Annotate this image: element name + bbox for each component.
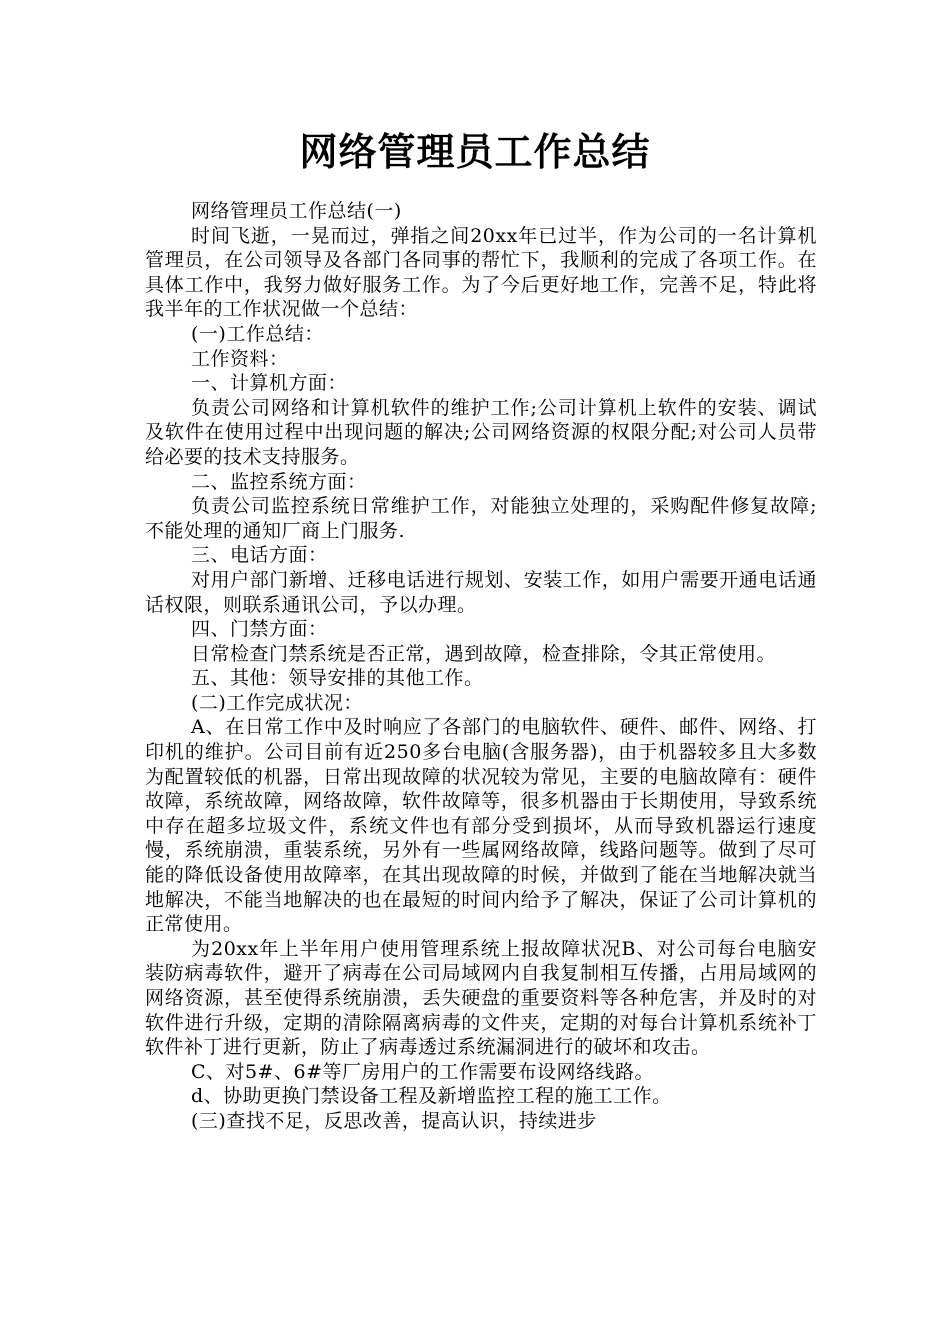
paragraph: 日常检查门禁系统是否正常，遇到故障，检查排除，令其正常使用。 — [191, 642, 777, 665]
paragraph: 网络管理员工作总结(一) — [191, 200, 402, 222]
paragraph: 时间飞逝，一晃而过，弹指之间20xx年已过半，作为公司的一名计算机管理员，在公司领导及各部门各同事的帮忙下，我顺利的完成了各项工作。在具体工作中，我努力做好服务工作。为了今后更好地工作，完善不足，特此将我半年的工作状况做一个总结： — [145, 224, 817, 321]
paragraph: 负责公司网络和计算机软件的维护工作;公司计算机上软件的安装、调试及软件在使用过程中出现问题的解决;公司网络资源的权限分配;对公司人员带给必要的技术支持服务。 — [145, 396, 817, 468]
paragraph: 四、门禁方面： — [191, 618, 328, 641]
paragraph: 三、电话方面： — [191, 544, 328, 567]
paragraph: C、对5#、6#等厂房用户的工作需要布设网络线路。 — [191, 1060, 655, 1083]
paragraph: 五、其他：领导安排的其他工作。 — [191, 667, 484, 690]
paragraph: 工作资料： — [191, 347, 289, 370]
paragraph: A、在日常工作中及时响应了各部门的电脑软件、硬件、邮件、网络、打印机的维护。公司目前有近250多台电脑(含服务器)，由于机器较多且大多数为配置较低的机器，日常出现故障的状况较为常见，主要的电脑故障有：硬件故障，系统故障，网络故障，软件故障等，很多机器由于长期使用，导致系统中存在超多垃圾文件，系统文件也有部分受到损坏，从而导致机器运行速度慢，系统崩溃，重装系统，另外有一些属网络故障，线路问题等。做到了尽可能的降低设备使用故障率，在其出现故障的时候，并做到了能在当地解决就当地解决，不能当地解决的也在最短的时间内给予了解决，保证了公司计算机的正常使用。 — [145, 716, 817, 936]
paragraph: 二、监控系统方面： — [191, 470, 367, 493]
document-body — [145, 199, 817, 1134]
paragraph: 为20xx年上半年用户使用管理系统上报故障状况B、对公司每台电脑安装防病毒软件，避开了病毒在公司局域网内自我复制相互传播，占用局域网的网络资源，甚至使得系统崩溃，丢失硬盘的重要资料等各种危害，并及时的对软件进行升级，定期的清除隔离病毒的文件夹，定期的对每台计算机系统补丁软件补丁进行更新，防止了病毒透过系统漏洞进行的破坏和攻击。 — [145, 937, 817, 1059]
paragraph: (一)工作总结： — [191, 322, 324, 345]
paragraph: 负责公司监控系统日常维护工作，对能独立处理的，采购配件修复故障;不能处理的通知厂商上门服务. — [145, 495, 817, 542]
paragraph: (三)查找不足，反思改善，提高认识，持续进步 — [191, 1109, 597, 1132]
paragraph: 对用户部门新增、迁移电话进行规划、安装工作，如用户需要开通电话通话权限，则联系通讯公司，予以办理。 — [145, 568, 817, 616]
paragraph: d、协助更换门禁设备工程及新增监控工程的施工工作。 — [191, 1085, 672, 1108]
document-title: 网络管理员工作总结 — [299, 130, 651, 174]
paragraph: (二)工作完成状况： — [191, 691, 363, 714]
paragraph: 一、计算机方面： — [191, 372, 348, 395]
